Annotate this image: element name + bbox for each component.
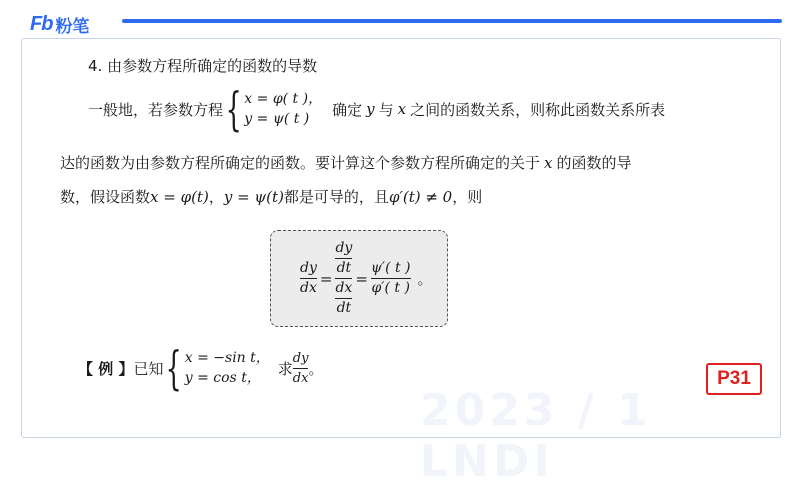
watermark: 2023 / 1 LNDI: [420, 385, 652, 487]
fraction-bar: [371, 278, 411, 279]
rhs-numerator: ψ′( t ): [370, 260, 411, 276]
brace-glyph: {: [166, 341, 183, 395]
equals-sign-2: =: [355, 269, 368, 288]
para2-var-x: x: [544, 153, 553, 172]
para1-var-y: y: [366, 100, 375, 118]
logo-mark: Fb: [30, 13, 53, 35]
system-line-y: y = ψ( t ): [244, 111, 310, 127]
example-line: [78, 341, 324, 395]
paragraph-line-2: [60, 152, 632, 173]
parametric-system: [244, 89, 322, 129]
rhs-denominator: φ′( t ): [371, 280, 410, 296]
para3-mid: 都是可导的，且: [283, 188, 389, 206]
para1-lead: 一般地，若参数方程: [88, 100, 224, 119]
bottom-denominator: dt: [336, 300, 352, 316]
bottom-numerator: dx: [335, 280, 353, 296]
equals-sign-1: =: [319, 269, 333, 288]
lhs-numerator: dy: [300, 260, 317, 276]
condition-y: y = ψ(t): [223, 187, 284, 206]
paragraph-line-3: [60, 186, 482, 207]
lhs-denominator: dx: [300, 280, 317, 296]
paragraph-line-1: [88, 82, 666, 136]
fraction-bar: [293, 368, 309, 369]
para2-lead: 达的函数为由参数方程所确定的函数。要计算这个参数方程所确定的关于: [60, 154, 541, 172]
para3-sep: ，: [208, 188, 224, 206]
para1-var-x: x: [397, 100, 407, 118]
example-line-y: y = cos t，: [184, 370, 261, 386]
top-denominator: dt: [336, 260, 352, 276]
example-denominator: dx: [292, 370, 309, 386]
fraction-bar: [300, 278, 317, 279]
section-heading: 4. 由参数方程所确定的函数的导数: [88, 57, 318, 75]
para3-lead: 数，假设函数: [60, 188, 151, 206]
page-number-badge: P31: [706, 363, 762, 395]
compound-fraction: [335, 240, 352, 317]
system-line-x: x = φ( t )，: [244, 91, 323, 107]
example-lead: 已知: [133, 359, 164, 378]
example-line-x: x = −sin t，: [184, 350, 270, 366]
lhs-fraction: [300, 260, 317, 297]
condition-x: x = φ(t): [150, 187, 209, 206]
example-numerator: dy: [292, 350, 309, 366]
rhs-fraction: [371, 260, 411, 297]
example-ask: 求: [277, 359, 293, 378]
example-fraction: [293, 350, 309, 387]
brace-glyph: {: [225, 82, 242, 136]
top-numerator: dy: [335, 240, 353, 256]
example-end: 。: [308, 359, 324, 378]
para1-mid1: 确定: [332, 100, 363, 119]
example-system: [185, 348, 270, 388]
example-tag: 【 例 】: [78, 359, 134, 378]
main-fraction-bar: [335, 278, 352, 279]
header-rule: [122, 19, 782, 23]
para2-tail: 的函数的导: [556, 154, 632, 172]
para1-mid2: 与: [378, 100, 394, 119]
para1-tail: 之间的函数关系，则称此函数关系所表: [410, 100, 666, 119]
derivative-formula: [300, 240, 433, 317]
fraction-bar: [335, 258, 352, 259]
brand-logo: [30, 12, 89, 37]
para3-tail: ，则: [452, 188, 483, 206]
condition-nonzero: φ′(t) ≠ 0: [388, 187, 453, 206]
logo-text: 粉笔: [55, 17, 90, 37]
formula-end: 。: [417, 270, 433, 288]
fraction-bar: [335, 298, 352, 299]
